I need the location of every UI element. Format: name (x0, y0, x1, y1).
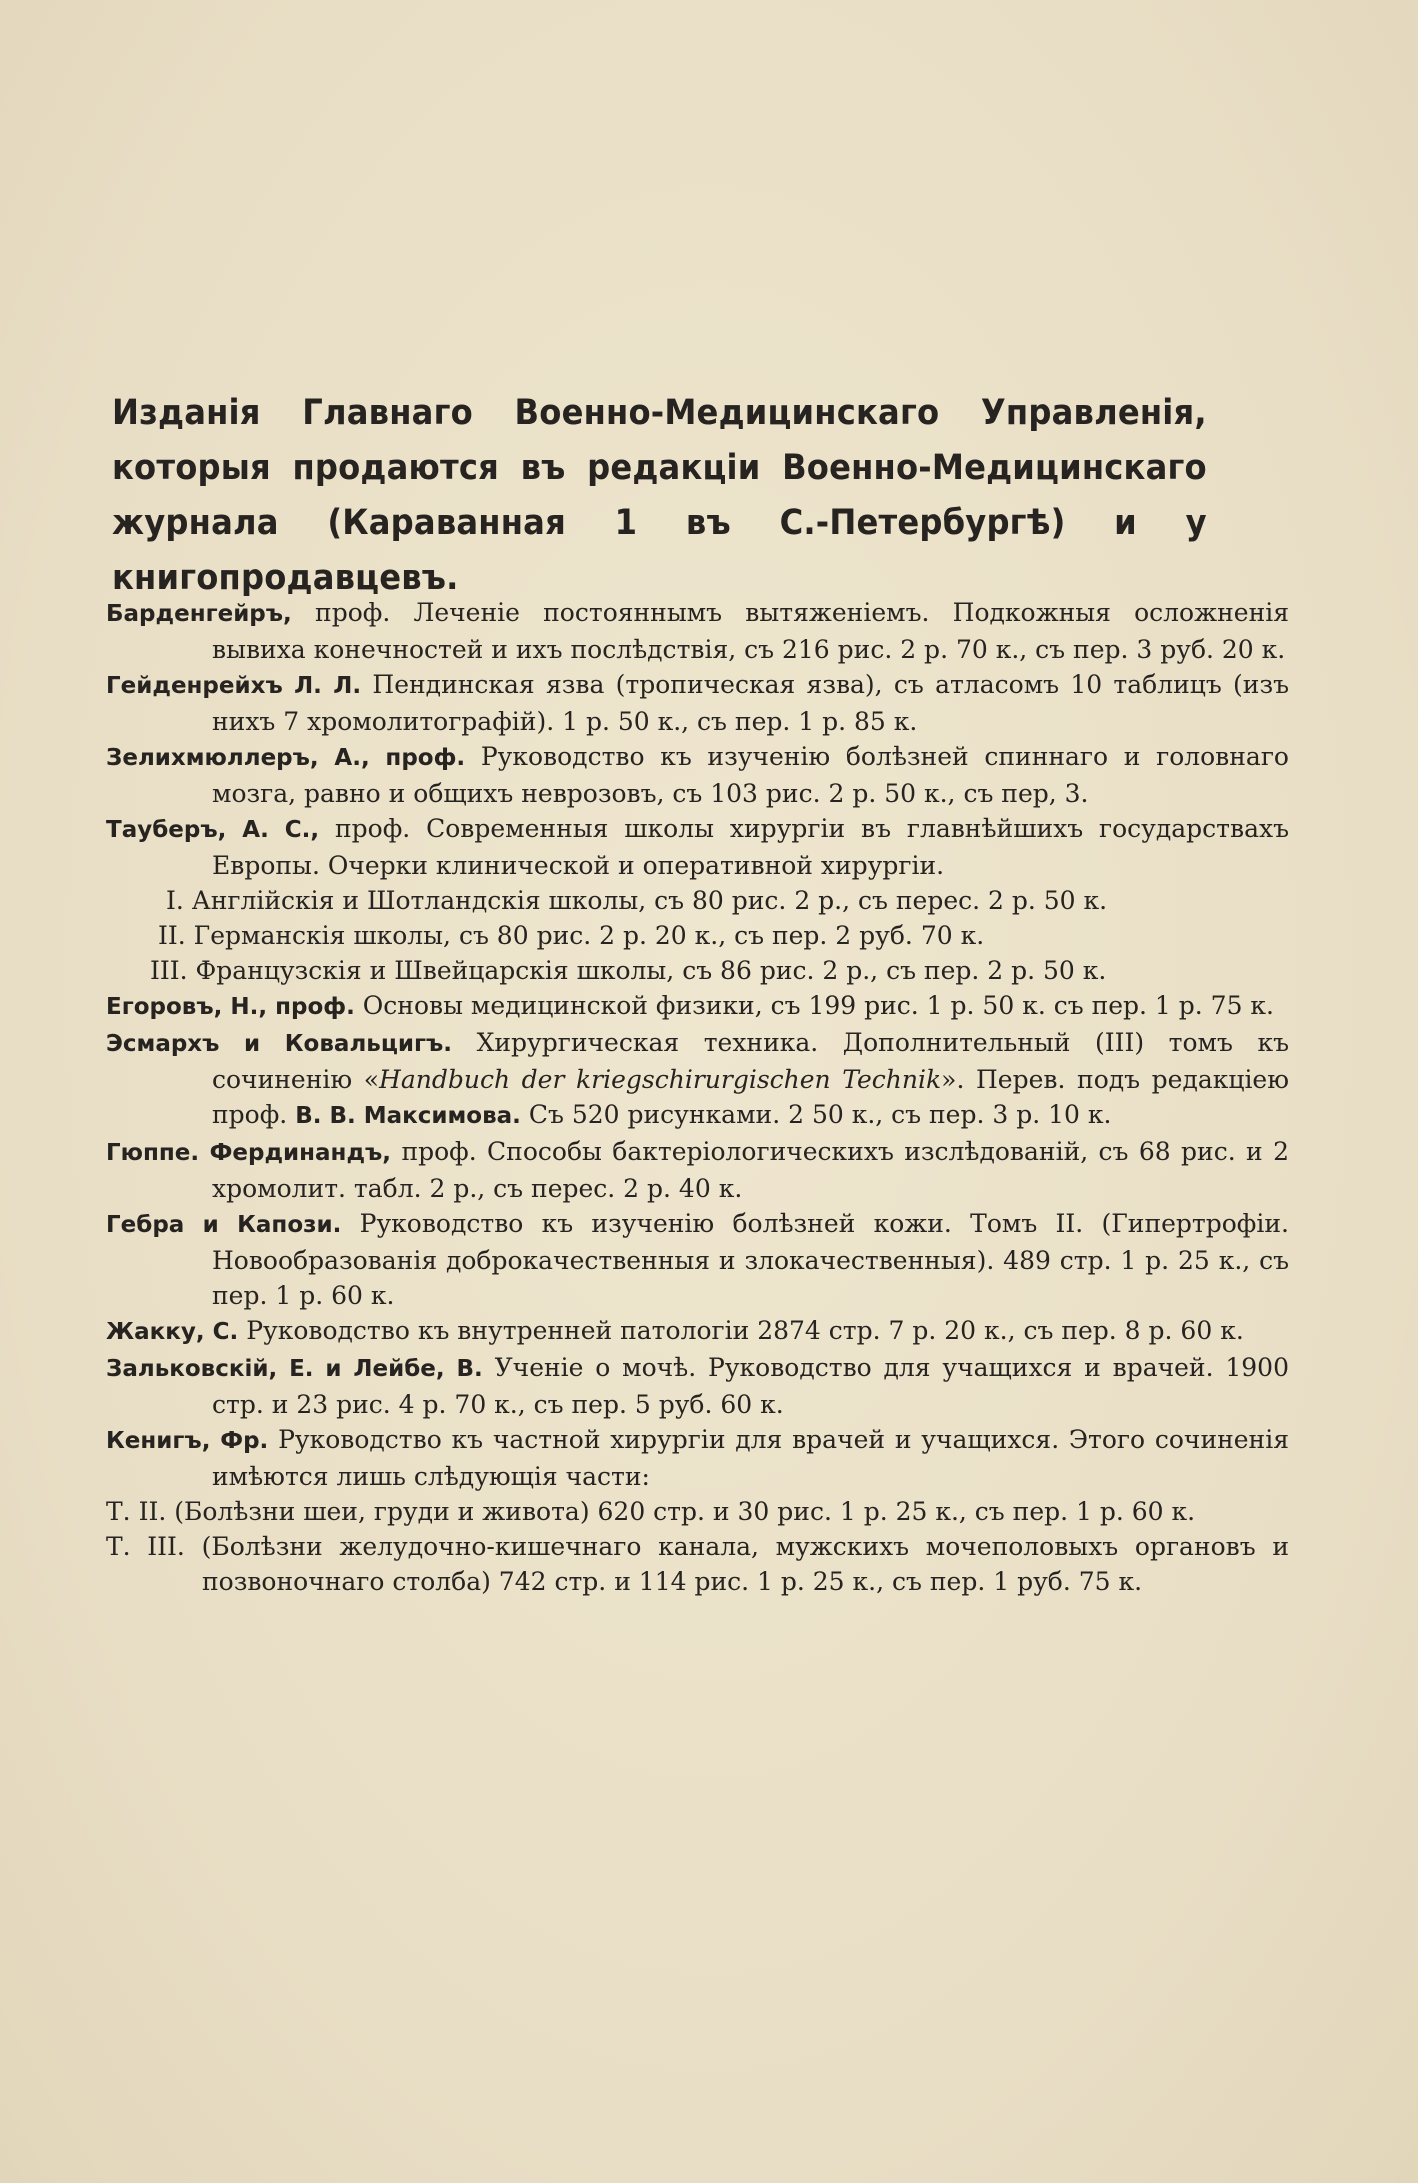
volume-text: (Болѣзни желудочно-кишечнаго канала, мужскихъ мочеполовыхъ органовъ и позвоночнаго столба) 742 стр. и 114 рис. 1 р. 25 к., съ пер. 1 руб. 75 к. (201, 1532, 1289, 1596)
entry-author: Гейденрейхъ Л. Л. (106, 673, 362, 699)
list-item (106, 667, 1289, 739)
list-item (106, 1025, 1289, 1134)
list-item (106, 988, 1289, 1025)
entry-author: Жакку, С. (106, 1319, 239, 1345)
german-title: Handbuch der kriegschirurgischen Technik (379, 1065, 942, 1094)
entry-text: Руководство къ внутренней патологіи 2874 стр. 7 р. 20 к., съ пер. 8 р. 60 к. (246, 1316, 1244, 1345)
entry-text: Ученіе о мочѣ. Руководство для учащихся и врачей. 1900 стр. и 23 рис. 4 р. 70 к., съ пер. 5 руб. 60 к. (212, 1353, 1289, 1419)
entry-author: Тауберъ, А. С., (106, 817, 320, 843)
publications-list (106, 595, 1289, 1599)
sub-volume (106, 918, 1289, 953)
entry-text-c: Съ 520 рисунками. 2 50 к., съ пер. 3 р. 10 к. (520, 1100, 1112, 1129)
entry-author: Зальковскій, Е. и Лейбе, В. (106, 1356, 483, 1382)
volume-number: III. (150, 956, 188, 985)
entry-text: проф. Леченіе постояннымъ вытяженіемъ. Подкожныя осложненія вывиха конечностей и ихъ послѣдствія, съ 216 рис. 2 р. 70 к., съ пер. 3 руб. 20 к. (212, 598, 1289, 664)
entry-author: Зелихмюллеръ, А., проф. (106, 745, 466, 771)
list-item (106, 1206, 1289, 1313)
page-heading: Изданія Главнаго Военно-Медицинскаго Управленія, которыя продаются въ редакціи Военно-Медицинскаго журнала (Караванная 1 въ С.-Петербургѣ) и у книгопродавцевъ. (112, 393, 1207, 598)
entry-author: Гебра и Капози. (106, 1212, 342, 1238)
entry-text: Основы медицинской физики, съ 199 рис. 1 р. 50 к. съ пер. 1 р. 75 к. (362, 991, 1274, 1020)
sub-volume (106, 883, 1289, 918)
volume-text: Германскія школы, съ 80 рис. 2 р. 20 к., съ пер. 2 руб. 70 к. (193, 921, 985, 950)
entry-author: Эсмархъ и Ковальцигъ. (106, 1031, 453, 1057)
entry-text: Пендинская язва (тропическая язва), съ атласомъ 10 таблицъ (изъ нихъ 7 хромолитографій). 1 р. 50 к., съ пер. 1 р. 85 к. (212, 670, 1289, 736)
list-item (106, 595, 1289, 667)
entry-text: Руководство къ изученію болѣзней кожи. Томъ II. (Гипертрофіи. Новообразованія доброкачественныя и злокачественныя). 489 стр. 1 р. 25 к., съ пер. 1 р. 60 к. (212, 1209, 1289, 1310)
volume-number: I. (166, 886, 184, 915)
entry-text: проф. Современныя школы хирургіи въ главнѣйшихъ государствахъ Европы. Очерки клинической и оперативной хирургіи. (212, 814, 1289, 880)
entry-text: Руководство къ частной хирургіи для врачей и учащихся. Этого сочиненія имѣются лишь слѣдующія части: (212, 1425, 1289, 1491)
list-item (106, 1134, 1289, 1206)
sub-volume (106, 1494, 1289, 1529)
sub-volume (106, 1529, 1289, 1599)
volume-number: II. (158, 921, 186, 950)
list-item (106, 811, 1289, 883)
list-item (106, 1313, 1289, 1350)
entry-author: Гюппе. Фердинандъ, (106, 1140, 392, 1166)
entry-text-a: Хирургическая техника. Дополнительный (III) томъ къ сочиненію « (212, 1028, 1289, 1094)
volume-number: Т. III. (106, 1532, 185, 1561)
volume-number: Т. II. (106, 1497, 167, 1526)
list-item (106, 1350, 1289, 1422)
volume-text: Французскія и Швейцарскія школы, съ 86 рис. 2 р., съ пер. 2 р. 50 к. (195, 956, 1107, 985)
list-item (106, 739, 1289, 811)
entry-text: проф. Способы бактеріологическихъ изслѣдованій, съ 68 рис. и 2 хромолит. табл. 2 р., съ перес. 2 р. 40 к. (212, 1137, 1289, 1203)
entry-author: Кенигъ, Фр. (106, 1428, 269, 1454)
entry-author: Егоровъ, Н., проф. (106, 994, 355, 1020)
volume-text: Англійскія и Шотландскія школы, съ 80 рис. 2 р., съ перес. 2 р. 50 к. (191, 886, 1108, 915)
editor-name: В. В. Максимова. (295, 1103, 521, 1129)
entry-text: Руководство къ изученію болѣзней спиннаго и головнаго мозга, равно и общихъ неврозовъ, съ 103 рис. 2 р. 50 к., съ пер, 3. (212, 742, 1289, 808)
entry-author: Барденгейръ, (106, 601, 292, 627)
sub-volume (106, 953, 1289, 988)
list-item (106, 1422, 1289, 1494)
entry-text-b: ». Перев. подъ редакціею проф. (212, 1065, 1289, 1129)
volume-text: (Болѣзни шеи, груди и живота) 620 стр. и 30 рис. 1 р. 25 к., съ пер. 1 р. 60 к. (174, 1497, 1196, 1526)
